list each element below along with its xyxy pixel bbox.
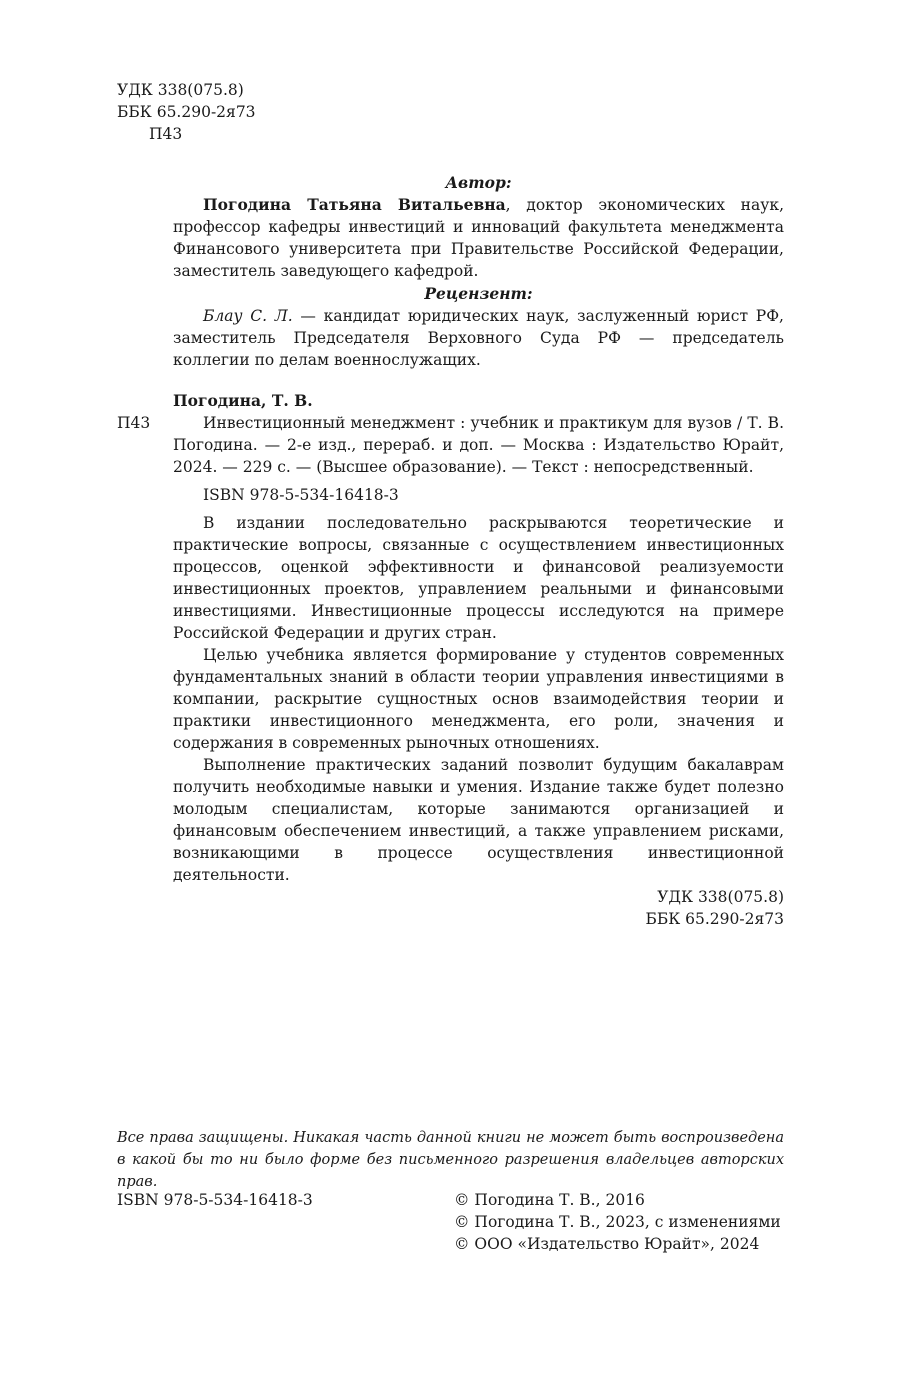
copyright-list xyxy=(454,1189,781,1255)
abstract-udk: УДК 338(075.8) xyxy=(657,888,784,906)
reviewer-heading: Рецензент: xyxy=(424,284,533,303)
rights-notice: Все права защищены. Никакая часть данной книги не может быть воспроизведена в какой бы то ни было форме без письменного разрешения владельцев авторских прав. xyxy=(117,1130,784,1190)
abstract xyxy=(173,512,784,930)
footer-isbn: ISBN 978-5-534-16418-3 xyxy=(117,1191,313,1209)
author-name: Погодина Татьяна Витальевна xyxy=(203,195,506,214)
author-info xyxy=(173,194,784,282)
bibliography-author: Погодина, Т. В. xyxy=(173,391,313,410)
copyright-line: © Погодина Т. В., 2016 xyxy=(454,1191,645,1209)
bibliography-code: П43 xyxy=(117,414,151,432)
abstract-bbk: ББК 65.290-2я73 xyxy=(645,910,784,928)
author-section xyxy=(173,172,784,282)
author-description: , доктор экономических наук, профессор кафедры инвестиций и инноваций факультета менеджмента Финансового университета при Правительстве Российской Федерации, заместитель заведующего кафедрой. xyxy=(173,196,784,280)
abstract-paragraph: Выполнение практических заданий позволит будущим бакалаврам получить необходимые навыки и умения. Издание также будет полезно молодым специалистам, которые занимаются организацией и финансовым обеспечением инвестиций, а также управлением рисками, возникающими в процессе осуществления инвестиционной деятельности. xyxy=(173,756,784,884)
reviewer-name: Блау С. Л. xyxy=(203,307,293,325)
abstract-paragraph: Целью учебника является формирование у студентов современных фундаментальных знаний в области теории управления инвестициями в компании, раскрытие сущностных основ взаимодействия теории и практики инвестиционного менеджмента, его роли, значения и содержания в современных рыночных отношениях. xyxy=(173,646,784,752)
reviewer-info xyxy=(173,305,784,371)
author-heading: Автор: xyxy=(445,173,512,192)
bibliography-entry: Инвестиционный менеджмент : учебник и практикум для вузов / Т. В. Погодина. — 2-е изд., перераб. и доп. — Москва : Издательство Юрайт, 2024. — 229 с. — (Высшее образование). — Текст : непосредственный. xyxy=(173,414,784,476)
author-sign-code: П43 xyxy=(149,125,183,143)
classification-codes-top xyxy=(117,79,256,145)
reviewer-section xyxy=(173,283,784,371)
bbk-code: ББК 65.290-2я73 xyxy=(117,103,256,121)
bibliography-isbn: ISBN 978-5-534-16418-3 xyxy=(203,486,399,504)
udk-code: УДК 338(075.8) xyxy=(117,81,244,99)
abstract-paragraph: В издании последовательно раскрываются теоретические и практические вопросы, связанные с осуществлением инвестиционных процессов, оценкой эффективности и финансовой реализуемости инвестиционных проектов, управлением реальными и финансовыми инвестициями. Инвестиционные процессы исследуются на примере Российской Федерации и других стран. xyxy=(173,514,784,642)
reviewer-description: — кандидат юридических наук, заслуженный юрист РФ, заместитель Председателя Верховного Суда РФ — председатель коллегии по делам военнослужащих. xyxy=(173,307,784,369)
copyright-line: © ООО «Издательство Юрайт», 2024 xyxy=(454,1235,760,1253)
copyright-line: © Погодина Т. В., 2023, с изменениями xyxy=(454,1213,781,1231)
